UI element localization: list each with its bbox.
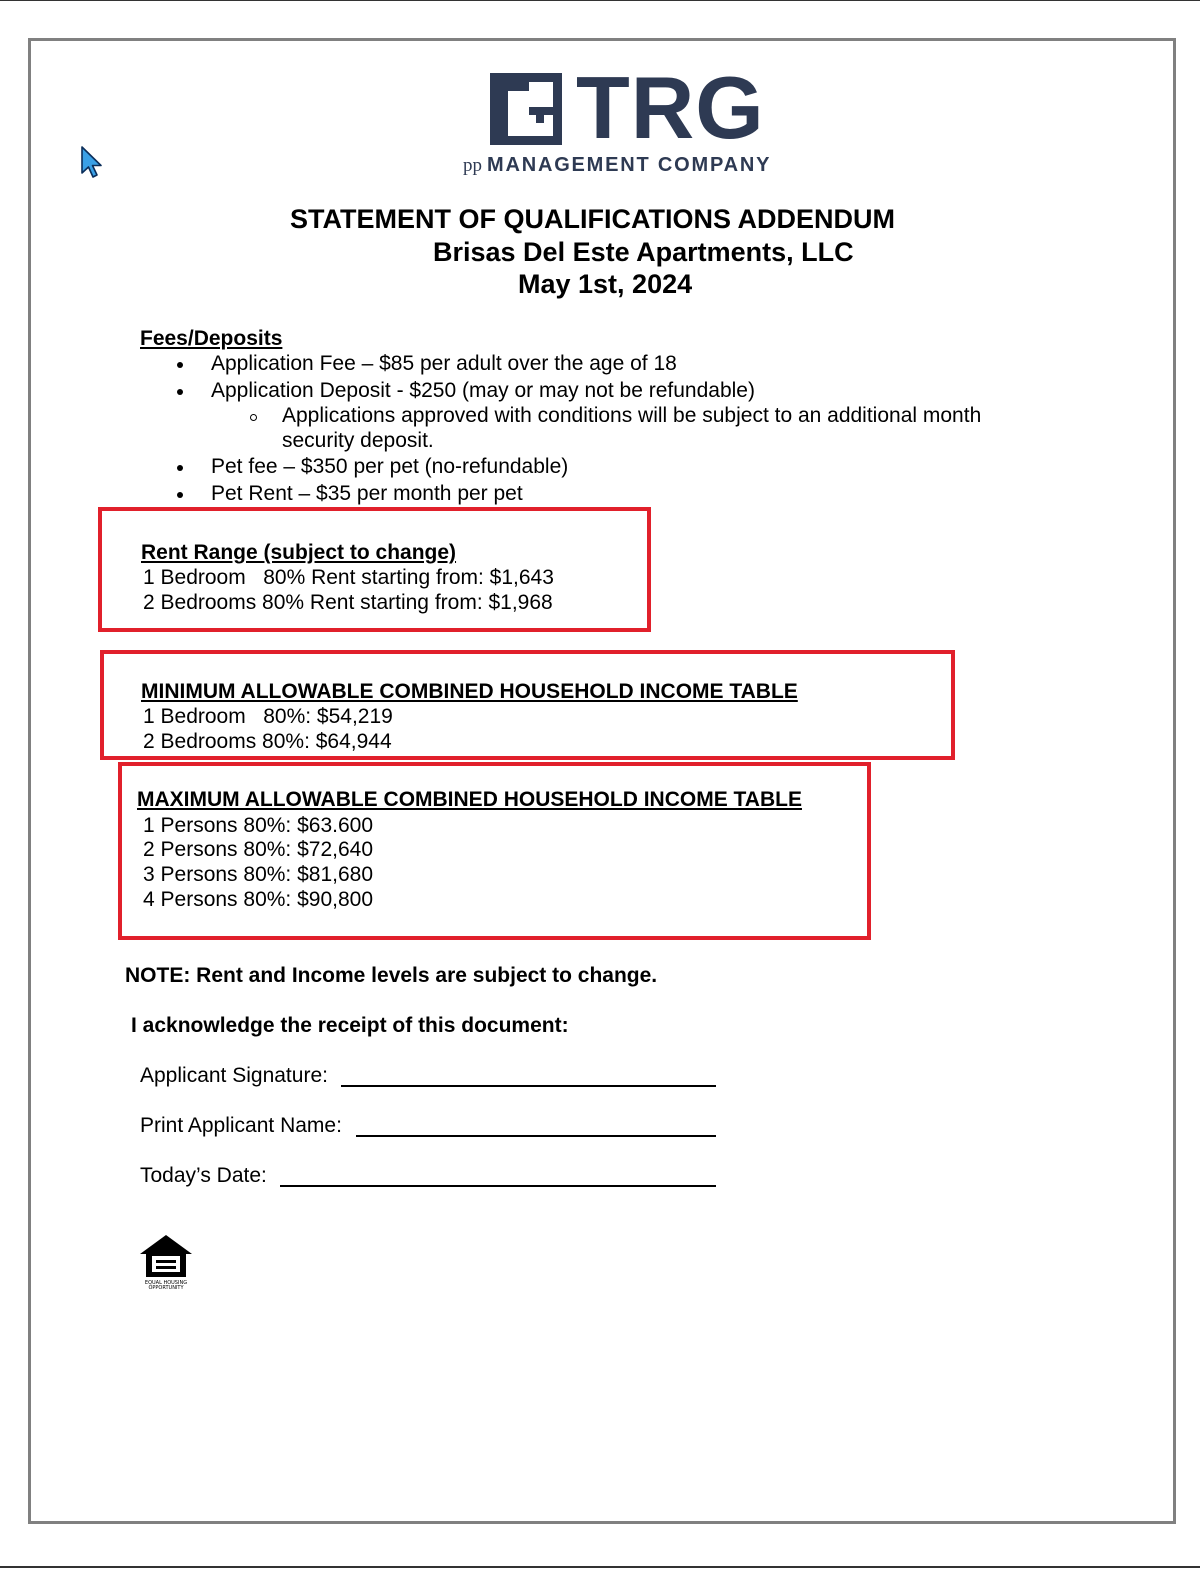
fee-item: Application Fee – $85 per adult over the age of 18 bbox=[211, 352, 677, 375]
logo-prefix: pp bbox=[463, 155, 482, 176]
logo-brand-text: TRG bbox=[576, 58, 765, 157]
trg-logo-mark-icon bbox=[490, 73, 562, 145]
max-income-row: 2 Persons 80%: $72,640 bbox=[143, 838, 373, 861]
applicant-signature-label: Applicant Signature: bbox=[140, 1064, 328, 1087]
note-text: NOTE: Rent and Income levels are subject to change. bbox=[125, 964, 658, 987]
fee-item: Pet Rent – $35 per month per pet bbox=[211, 482, 523, 505]
sub-bullet-icon bbox=[250, 414, 257, 421]
max-income-row: 1 Persons 80%: $63.600 bbox=[143, 814, 373, 837]
bullet-icon bbox=[177, 492, 183, 498]
applicant-name-label: Print Applicant Name: bbox=[140, 1114, 342, 1137]
eho-caption-line1: EQUAL HOUSING bbox=[144, 1280, 188, 1286]
logo-subtitle bbox=[463, 154, 771, 177]
logo-subtitle-text: MANAGEMENT COMPANY bbox=[487, 154, 772, 176]
equal-housing-opportunity-icon bbox=[139, 1233, 193, 1291]
property-name: Brisas Del Este Apartments, LLC bbox=[433, 237, 854, 267]
todays-date-label: Today’s Date: bbox=[140, 1164, 267, 1187]
todays-date-field[interactable] bbox=[280, 1185, 716, 1187]
min-income-heading: MINIMUM ALLOWABLE COMBINED HOUSEHOLD INCOME TABLE bbox=[141, 680, 798, 703]
bullet-icon bbox=[177, 465, 183, 471]
bullet-icon bbox=[177, 389, 183, 395]
fee-sub-item-line2: security deposit. bbox=[282, 429, 434, 452]
applicant-name-field[interactable] bbox=[356, 1135, 716, 1137]
max-income-row: 4 Persons 80%: $90,800 bbox=[143, 888, 373, 911]
mouse-pointer-icon bbox=[80, 145, 104, 179]
fee-item: Application Deposit - $250 (may or may not be refundable) bbox=[211, 379, 755, 402]
max-income-heading: MAXIMUM ALLOWABLE COMBINED HOUSEHOLD INCOME TABLE bbox=[137, 788, 802, 811]
min-income-row: 1 Bedroom 80%: $54,219 bbox=[143, 705, 393, 728]
applicant-signature-field[interactable] bbox=[341, 1085, 716, 1087]
fee-item: Pet fee – $350 per pet (no-refundable) bbox=[211, 455, 569, 478]
rent-range-row: 2 Bedrooms 80% Rent starting from: $1,968 bbox=[143, 591, 553, 614]
top-rule bbox=[0, 0, 1200, 1]
eho-caption-line2: OPPORTUNITY bbox=[148, 1285, 184, 1291]
bullet-icon bbox=[177, 362, 183, 368]
acknowledge-text: I acknowledge the receipt of this document: bbox=[131, 1014, 569, 1037]
min-income-row: 2 Bedrooms 80%: $64,944 bbox=[143, 730, 392, 753]
document-title: STATEMENT OF QUALIFICATIONS ADDENDUM bbox=[290, 204, 895, 234]
fee-sub-item-line1: Applications approved with conditions will be subject to an additional month bbox=[282, 404, 982, 427]
fees-heading: Fees/Deposits bbox=[140, 327, 283, 350]
document-date: May 1st, 2024 bbox=[518, 269, 693, 299]
rent-range-heading: Rent Range (subject to change) bbox=[141, 541, 457, 564]
bottom-rule bbox=[0, 1566, 1200, 1568]
max-income-row: 3 Persons 80%: $81,680 bbox=[143, 863, 373, 886]
rent-range-row: 1 Bedroom 80% Rent starting from: $1,643 bbox=[143, 566, 554, 589]
